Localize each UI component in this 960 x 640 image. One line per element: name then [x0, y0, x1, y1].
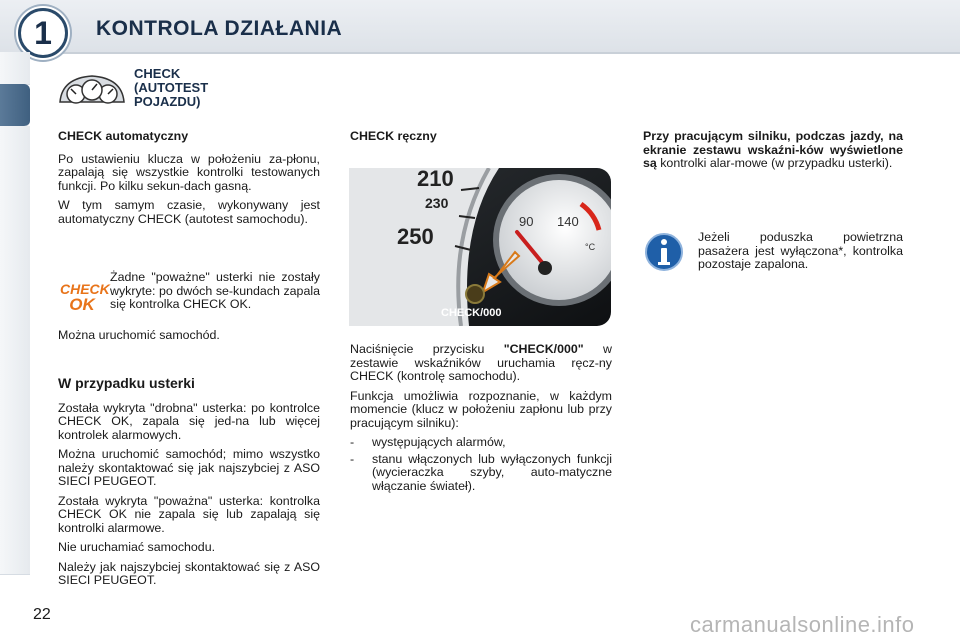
paragraph-fault-major: Została wykryta "poważna" usterka: kontrolka CHECK OK nie zapala się lub zapalają się kontrolki alarmowe. [58, 493, 320, 535]
side-tab[interactable] [0, 180, 30, 235]
temp-label-90: 90 [519, 214, 534, 229]
info-icon [644, 230, 684, 274]
instrument-cluster-photo [349, 168, 611, 326]
column-2-text [350, 343, 612, 496]
speed-label-230: 230 [425, 195, 449, 211]
paragraph-contact-dealer: Należy jak najszybciej skontaktować się z ASO SIECI PEUGEOT. [58, 559, 320, 587]
side-tab[interactable] [0, 52, 30, 85]
speed-label-250: 250 [397, 224, 434, 249]
heading-fault: W przypadku usterki [58, 375, 195, 391]
paragraph-autotest: W tym samym czasie, wykonywany jest automatyczny CHECK (autotest samochodu). [58, 198, 320, 226]
page-number: 22 [33, 606, 51, 623]
heading-manual-check: CHECK ręczny [350, 129, 437, 143]
paragraph-check-ok: Żadne "poważne" usterki nie zostały wykryte: po dwóch se-kundach zapala się kontrolka CHECK OK. [110, 270, 320, 311]
column-3 [643, 130, 903, 177]
list-item: - stanu włączonych lub wyłączonych funkcji (wycieraczka szyby, auto-matyczne włączanie świateł). [350, 453, 612, 494]
temp-unit-label: °C [585, 242, 596, 252]
fault-section [58, 377, 320, 594]
side-tab[interactable] [0, 450, 30, 505]
function-list [350, 436, 612, 493]
page-title: KONTROLA DZIAŁANIA [96, 17, 343, 40]
paragraph-press-button: Naciśnięcie przycisku "CHECK/000" w zestawie wskaźników uruchamia ręcz-ny CHECK (kontrolę samochodu). [350, 342, 612, 383]
paragraph-function: Funkcja umożliwia rozpoznanie, w każdym momencie (klucz w położeniu zapłonu lub przy pracującym silniku): [350, 388, 612, 430]
list-item: - występujących alarmów, [350, 436, 612, 450]
heading-automatic-check: CHECK automatyczny [58, 129, 189, 143]
temp-label-140: 140 [557, 214, 579, 229]
column-2-heading-block [350, 130, 612, 150]
side-tab[interactable] [0, 234, 30, 289]
speed-label-210: 210 [417, 168, 454, 191]
paragraph-driving-alerts: Przy pracującym silniku, podczas jazdy, na ekranie zestawu wskaźni-ków wyświetlone są kontrolki alar-mowe (w przypadku usterki). [643, 129, 903, 170]
can-start-block [58, 329, 320, 349]
side-tab[interactable] [0, 126, 30, 181]
check-000-button-label: CHECK/000 [441, 307, 502, 319]
side-tab[interactable] [0, 288, 30, 343]
side-tab[interactable] [0, 396, 30, 451]
chapter-number-badge: 1 [18, 8, 68, 58]
check-ok-text-block [110, 271, 320, 318]
airbag-info-block [698, 231, 903, 278]
side-tab[interactable] [0, 504, 30, 575]
dashboard-gauges-icon [56, 72, 128, 108]
paragraph-do-not-start: Nie uruchamiać samochodu. [58, 540, 216, 554]
paragraph-fault-contact: Można uruchomić samochód; mimo wszystko należy skontaktować się jak najszybciej z ASO SIECI PEUGEOT. [58, 447, 320, 488]
check-ok-icon: CHECK OK [60, 281, 110, 314]
paragraph-fault-minor: Została wykryta "drobna" usterka: po kontrolce CHECK OK, zapala się jed-na lub więcej kontrolek alarmowych. [58, 400, 320, 442]
paragraph-ignition: Po ustawieniu klucza w położeniu za-płonu, zapalają się wszystkie kontrolki testowanych funkcji. Po kilku sekun-dach gasną. [58, 151, 320, 193]
paragraph-airbag-info: Jeżeli poduszka powietrzna pasażera jest wyłączona*, kontrolka pozostaje zapalona. [698, 230, 903, 271]
paragraph-can-start: Można uruchomić samochód. [58, 328, 220, 342]
side-tab-active[interactable] [0, 84, 30, 127]
side-tab[interactable] [0, 342, 30, 397]
column-1 [58, 130, 320, 232]
section-title: CHECK (AUTOTEST POJAZDU) [134, 66, 209, 109]
watermark: carmanualsonline.info [690, 612, 915, 637]
